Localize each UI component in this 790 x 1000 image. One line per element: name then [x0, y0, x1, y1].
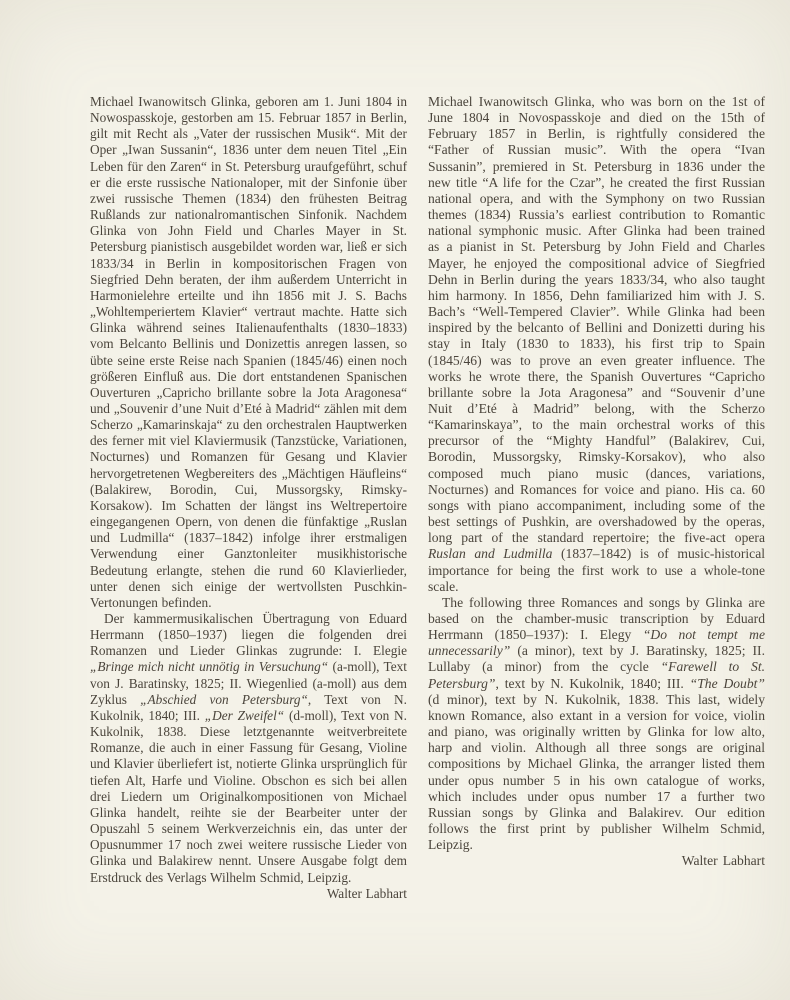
text-run: (d minor), text by N. Kukolnik, 1838. This last, widely known Romance, also extant in a version for voice, violin and piano, was originally written by Glinka for low alto, harp and violin. Although all three songs are original compositions by Michael Glinka, the arranger listed them under opus number 5 in his own catalogue of works, which includes under opus number 17 a further two Russian songs by Glinka and Balakirev. Our edition follows the first print by publisher Wilhelm Schmid, Leipzig.	[428, 691, 765, 853]
italic-title: „Abschied von Petersburg“	[140, 691, 308, 707]
paragraph	[428, 94, 765, 595]
author-signature: Walter Labhart	[681, 853, 765, 869]
text-run: (1837–1842) is of music-historical importance for being the first work to use a whole-tone scale.	[428, 546, 765, 594]
german-paragraphs	[90, 94, 407, 901]
text-run: (a minor), text by J. Baratinsky, 1825; II. Lullaby (a minor) from the cycle	[428, 643, 765, 675]
text-run: Michael Iwanowitsch Glinka, geboren am 1. Juni 1804 in Nowospasskoje, gestorben am 15. Februar 1857 in Berlin, gilt mit Recht als „Vater der russischen Musik“. Mit der Oper „Iwan Sussanin“, 1836 unter dem neuen Titel „Ein Leben für den Zaren“ in St. Petersburg uraufgeführt, schuf er die erste russische Nationaloper, mit der Sinfonie über zwei russische Themen (1834) den frühesten Beitrag Rußlands zur nationalromantischen Sinfonik. Nachdem Glinka von John Field und Charles Mayer in St. Petersburg pianistisch ausgebildet worden war, ließ er sich 1833/34 in Berlin in kompositorischen Fragen von Siegfried Dehn beraten, der ihm außerdem Unterricht in Harmonielehre erteilte und ihn 1856 mit J. S. Bachs „Wohltemperiertem Klavier“ vertraut machte. Hatte sich Glinka während seines Italienaufenthalts (1830–1833) vom Belcanto Bellinis und Donizettis anregen lassen, so übte seine erste Reise nach Spanien (1845/46) einen noch größeren Einfluß aus. Die dort entstandenen Spanischen Ouverturen „Capricho brillante sobre la Jota Aragonesa“ und „Souvenir d’une Nuit d’Eté à Madrid“ zählen mit dem Scherzo „Kamarinskaja“ zu den orchestralen Hauptwerken des ferner mit viel Klaviermusik (Tanzstücke, Variationen, Nocturnes) und Romanzen für Gesang und Klavier hervorgetretenen Wegbereiters des „Mächtigen Häufleins“ (Balakirew, Borodin, Cui, Mussorgsky, Rimsky-Korsakow). Im Schatten der längst ins Weltrepertoire eingegangenen Opern, von denen die fünfaktige „Ruslan und Ludmilla“ (1837–1842) infolge ihrer erstmaligen Verwendung einer Ganztonleiter musikhistorische Bedeutung erlangte, stehen die rund 60 Klavierlieder, unter denen sich einige der wertvollsten Puschkin-Vertonungen befinden.	[90, 94, 407, 610]
english-text-column	[428, 94, 765, 870]
italic-title: „Bringe mich nicht unnötig in Versuchung“	[90, 659, 329, 675]
english-paragraphs	[428, 94, 765, 853]
italic-title: “Farewell to St. Petersburg”	[428, 659, 765, 691]
text-run: , text by N. Kukolnik, 1840; III.	[495, 675, 690, 691]
text-run: Michael Iwanowitsch Glinka, who was born on the 1st of June 1804 in Novospasskoje and died on the 15th of February 1857 in Berlin, is rightfully considered the “Father of Russian music”. With the opera “Ivan Sussanin”, premiered in St. Petersburg in 1836 under the new title “A life for the Czar”, he created the first Russian national opera, and with the Symphony on two Russian themes (1834) Russia’s earliest contribution to Romantic national symphonic music. After Glinka had been trained as a pianist in St. Petersburg by John Field and Charles Mayer, he enjoyed the compositional advice of Siegfried Dehn in Berlin during the years 1833/34, who also taught him harmony. In 1856, Dehn familiarized him with J. S. Bach’s “Well-Tempered Clavier”. While Glinka had been inspired by the belcanto of Bellini and Donizetti during his stay in Italy (1830 to 1833), his first trip to Spain (1845/46) was to prove an even greater influence. The works he wrote there, the Spanish Ouvertures “Capricho brillante sobre la Jota Aragonesa” and “Souvenir d’une Nuit d’Eté à Madrid” belong, with the Scherzo “Kamarinskaya”, to the main orchestral works of this precursor of the “Mighty Handful” (Balakirev, Cui, Borodin, Mussorgsky, Rimsky-Korsakov), who also composed much piano music (dances, variations, Nocturnes) and Romances for voice and piano. His ca. 60 songs with piano accompaniment, including some of the best settings of Pushkin, are overshadowed by the operas, long part of the standard repertoire; the five-act opera	[428, 94, 765, 546]
italic-title: “Do not tempt me unnecessarily”	[428, 627, 765, 659]
text-run: , Text von N. Kukolnik, 1840; III.	[90, 691, 407, 723]
italic-title: „Der Zweifel“	[204, 707, 285, 723]
text-run: The following three Romances and songs by Glinka are based on the chamber-music transcription by Eduard Herrmann (1850–1937): I. Elegy	[428, 594, 765, 643]
paragraph	[90, 611, 407, 901]
text-run: (a-moll), Text von J. Baratinsky, 1825; II. Wiegenlied (a-moll) aus dem Zyklus	[90, 659, 407, 707]
italic-title: Ruslan and Ludmilla	[428, 546, 553, 562]
german-text-column	[90, 94, 407, 902]
paragraph	[428, 595, 765, 854]
italic-title: “The Doubt”	[689, 675, 765, 691]
text-run: (d-moll), Text von N. Kukolnik, 1838. Diese letztgenannte weitverbreitete Romanze, die auch in einer Fassung für Gesang, Violine und Klavier überliefert ist, notierte Glinka ursprünglich für tiefen Alt, Harfe und Violine. Obschon es sich bei allen drei Liedern um Originalkompositionen von Michael Glinka handelt, reihte sie der Bearbeiter unter der Opuszahl 5 seinem Werkverzeichnis ein, das unter der Opusnummer 17 noch zwei weitere russische Lieder von Glinka und Balakirew nennt. Unsere Ausgabe folgt dem Erstdruck des Verlags Wilhelm Schmid, Leipzig.	[90, 707, 407, 885]
paragraph	[90, 94, 407, 611]
text-run: Der kammermusikalischen Übertragung von Eduard Herrmann (1850–1937) liegen die folgenden drei Romanzen und Lieder Glinkas zugrunde: I. Elegie	[90, 611, 407, 659]
author-signature: Walter Labhart	[326, 885, 407, 901]
